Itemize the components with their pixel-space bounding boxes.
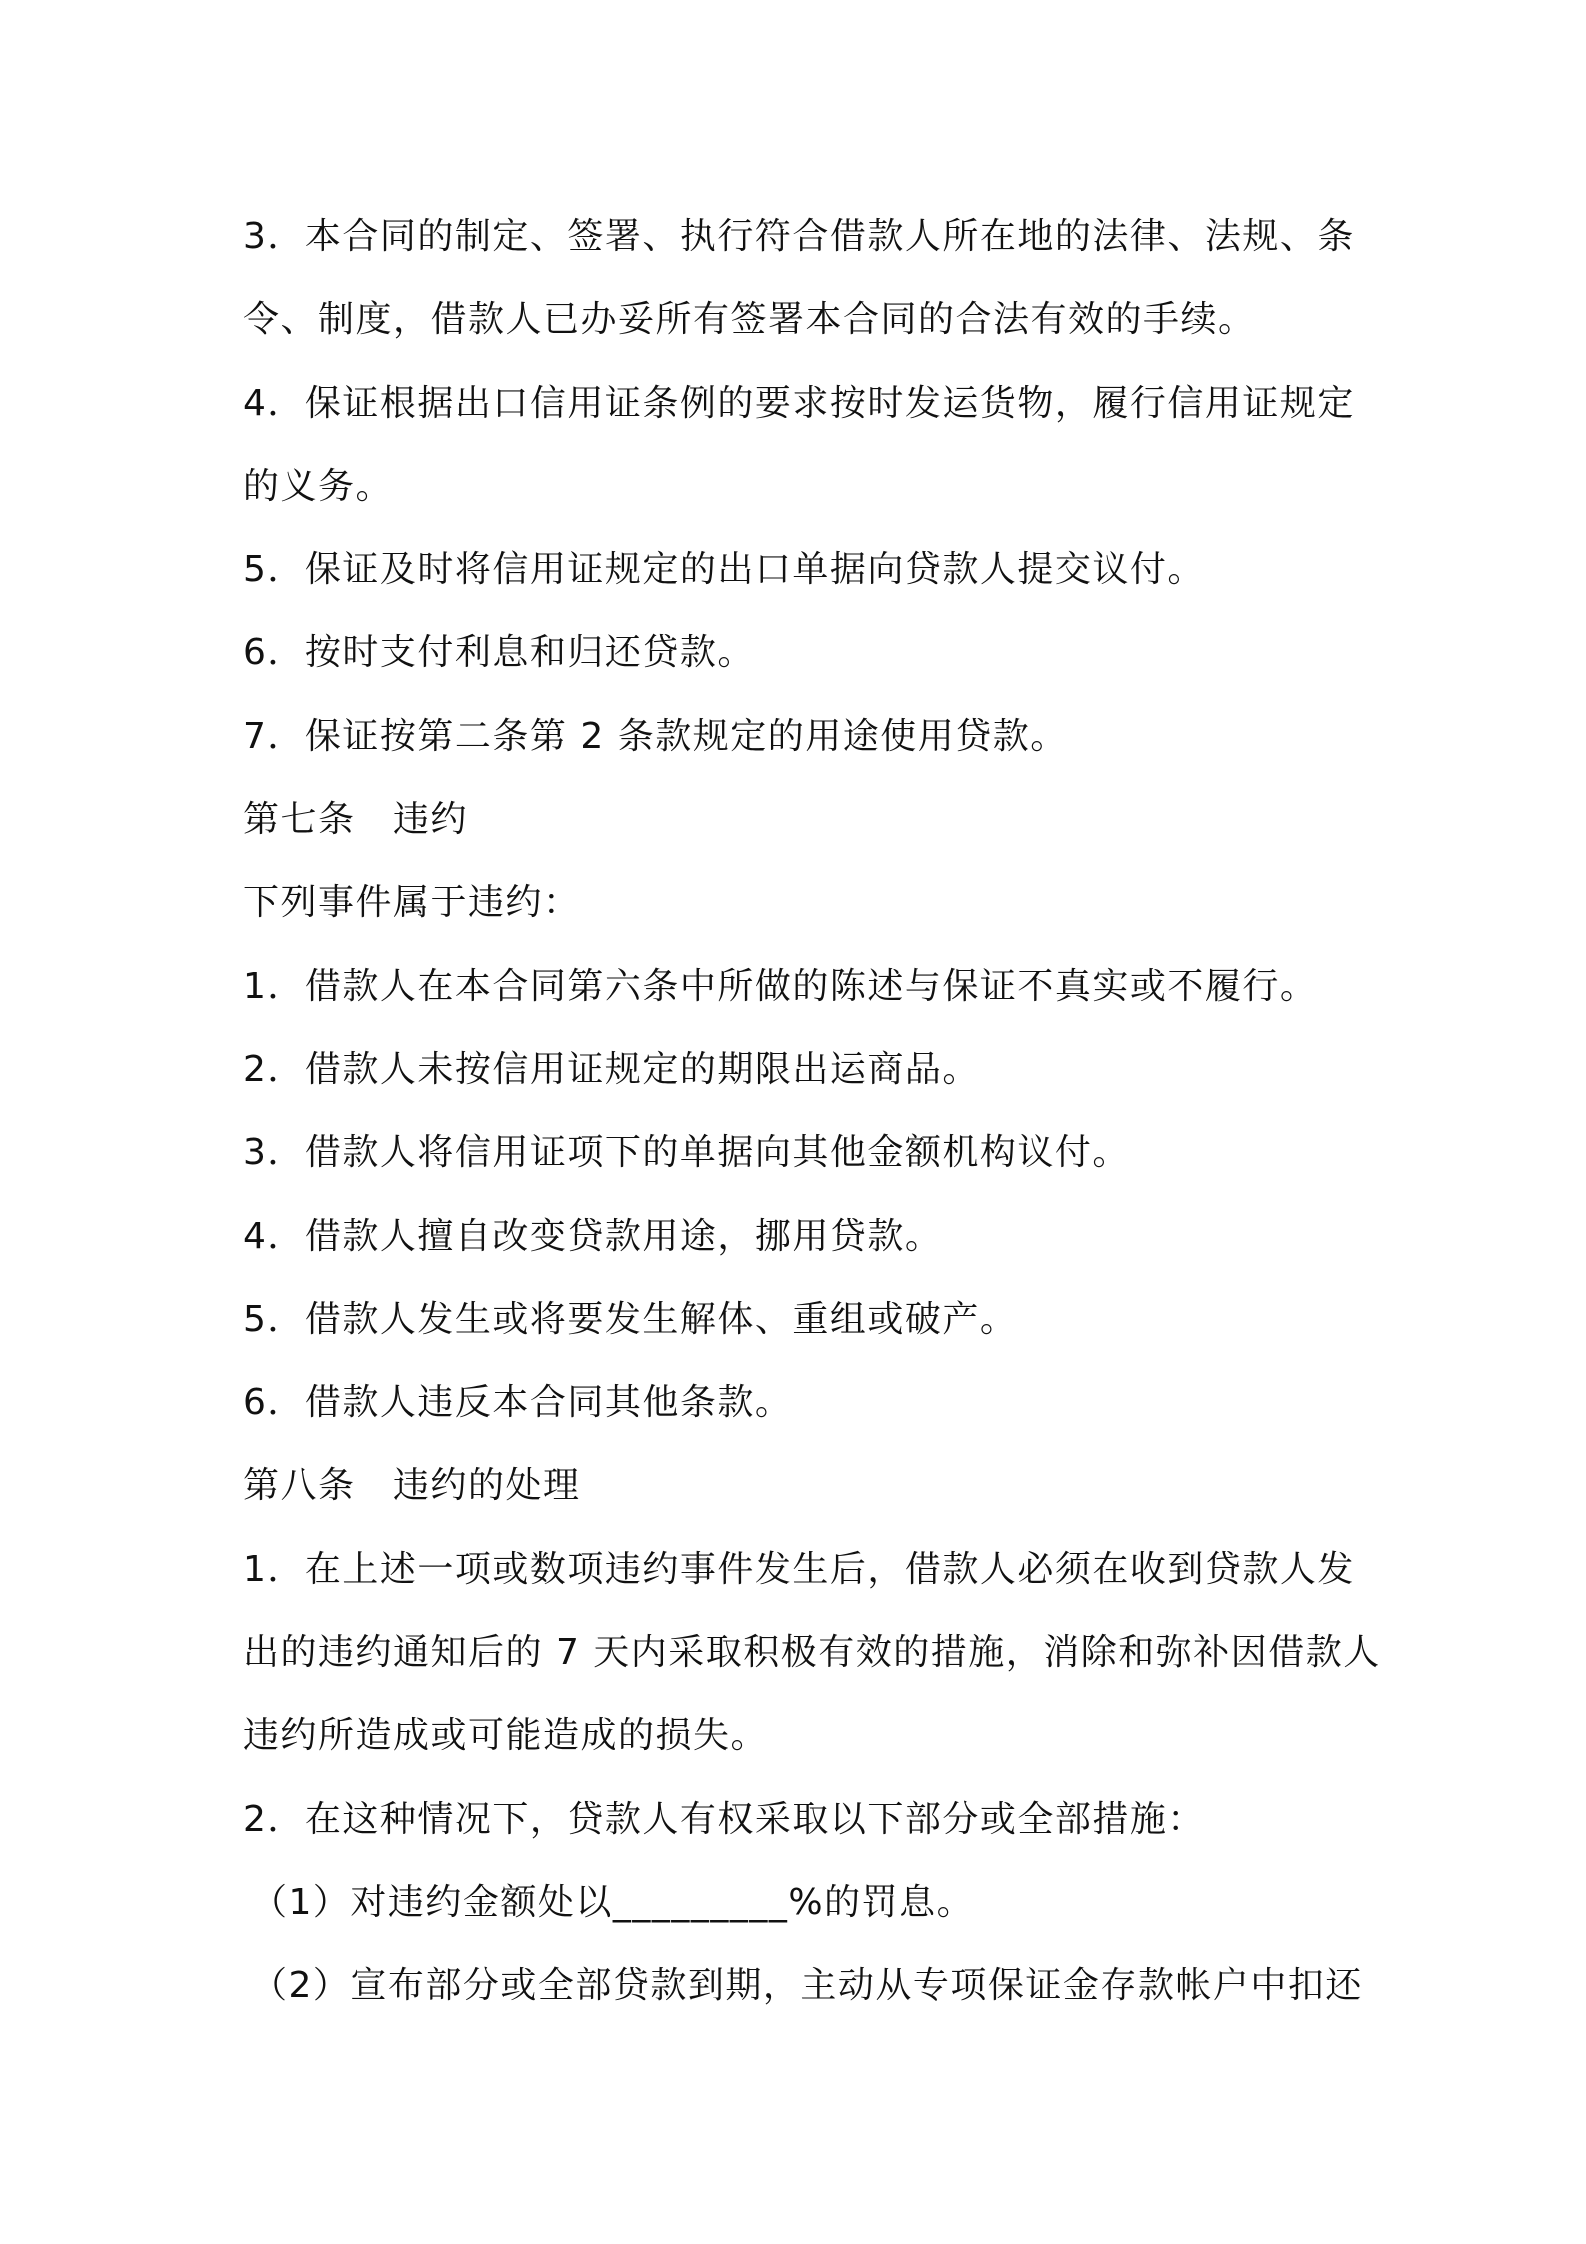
- clause-8-2-item-2: （2）宣布部分或全部贷款到期，主动从专项保证金存款帐户中扣还: [251, 1965, 1363, 2007]
- clause-6-5: 5．保证及时将信用证规定的出口单据向贷款人提交议付。: [243, 549, 1205, 591]
- article-7-heading: 第七条 违约: [243, 799, 469, 841]
- article-8-heading: 第八条 违约的处理: [243, 1465, 581, 1507]
- clause-6-6: 6．按时支付利息和归还贷款。: [243, 632, 755, 674]
- clause-7-4: 4．借款人擅自改变贷款用途，挪用贷款。: [243, 1215, 943, 1257]
- clause-7-3: 3．借款人将信用证项下的单据向其他金额机构议付。: [243, 1132, 1130, 1174]
- clause-7-2: 2．借款人未按信用证规定的期限出运商品。: [243, 1048, 980, 1090]
- clause-7-6: 6．借款人违反本合同其他条款。: [243, 1382, 793, 1424]
- clause-6-4-line-1: 4．保证根据出口信用证条例的要求按时发运货物，履行信用证规定: [243, 382, 1355, 424]
- clause-6-3-line-2: 令、制度，借款人已办妥所有签署本合同的合法有效的手续。: [243, 299, 1256, 341]
- clause-8-1-line-1: 1．在上述一项或数项违约事件发生后，借款人必须在收到贷款人发: [243, 1548, 1355, 1590]
- document-body: [243, 195, 1381, 2028]
- clause-8-1-line-2: 出的违约通知后的 7 天内采取积极有效的措施，消除和弥补因借款人: [243, 1632, 1381, 1674]
- clause-6-7: 7．保证按第二条第 2 条款规定的用途使用贷款。: [243, 715, 1068, 757]
- clause-6-3-line-1: 3．本合同的制定、签署、执行符合借款人所在地的法律、法规、条: [243, 216, 1355, 257]
- clause-7-5: 5．借款人发生或将要发生解体、重组或破产。: [243, 1298, 1018, 1340]
- clause-8-2: 2．在这种情况下，贷款人有权采取以下部分或全部措施：: [243, 1798, 1205, 1840]
- clause-6-4-line-2: 的义务。: [243, 465, 394, 507]
- article-7-intro: 下列事件属于违约：: [243, 882, 581, 924]
- clause-8-2-item-1: （1）对违约金额处以_________%的罚息。: [251, 1881, 975, 1923]
- clause-7-1: 1．借款人在本合同第六条中所做的陈述与保证不真实或不履行。: [243, 965, 1318, 1007]
- clause-8-1-line-3: 违约所造成或可能造成的损失。: [243, 1715, 769, 1757]
